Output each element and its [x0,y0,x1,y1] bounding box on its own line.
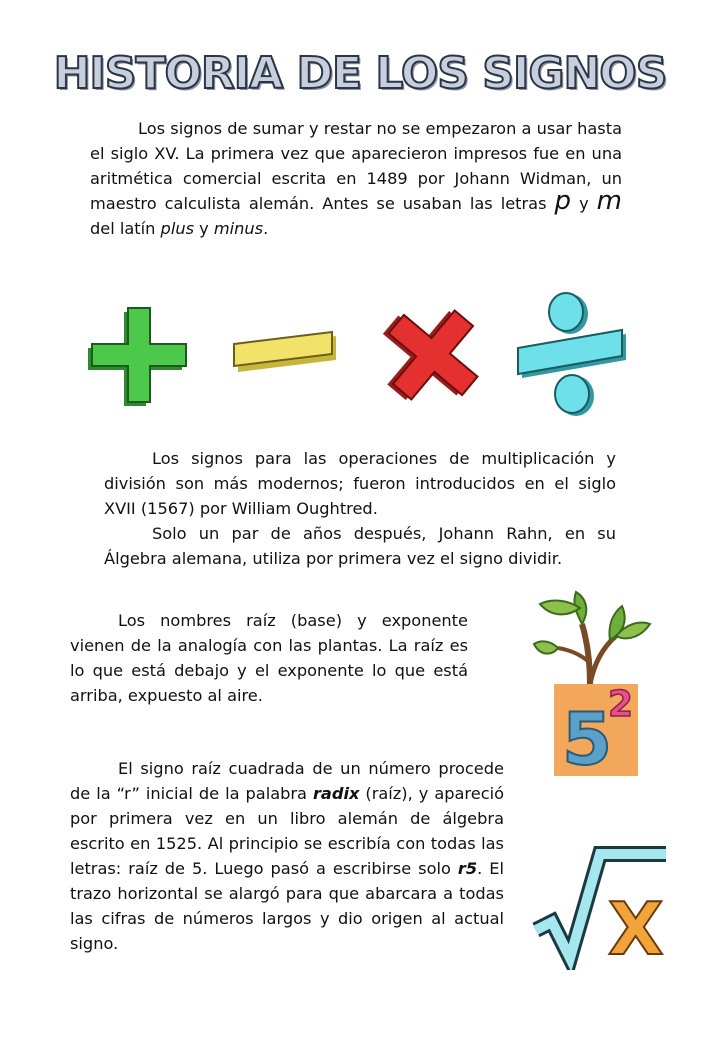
minus-sign-icon [232,322,342,382]
p1-and-1: y [571,194,597,213]
p2-line1: Los signos para las operaciones de multiplicación y división son más modernos; fueron introducidos en el siglo XVII (1567) por William Oughtred. [104,449,616,518]
word-minus: minus [213,219,264,238]
exponent-2-label: 2 [608,684,634,725]
p1-end: . [263,219,269,238]
p4-text-b: (raíz), y apareció por primera vez en un libro alemán de álgebra escrito en 1525. Al principio se escribía con todas las letras: raíz de 5. Luego pasó a escribirse solo [70,784,504,878]
p2-line2: Solo un par de años después, Johann Rahn, en su Álgebra alemana, utiliza por primera vez el signo dividir. [104,524,616,568]
square-root-icon [530,846,680,970]
variable-x-label: X [608,887,664,970]
base-5-label: 5 [562,697,613,780]
word-plus: plus [160,219,195,238]
p4-text-c: . El trazo horizontal se alargó para que abarcara a todas las cifras de números largos y dio origen al actual signo. [70,859,504,953]
letter-p: p [554,186,572,216]
p1-and-2: y [194,219,214,238]
p3-text: Los nombres raíz (base) y exponente vienen de la analogía con las plantas. La raíz es lo que está debajo y el exponente lo que está arriba, expuesto al aire. [70,611,468,705]
plus-sign-icon [84,300,194,410]
paragraph-root-exponent [70,608,468,708]
word-r5: r5 [457,859,478,878]
paragraph-square-root [70,756,504,956]
plant-power-image [532,584,652,780]
p1-latin: del latín [90,219,161,238]
paragraph-plus-minus [90,116,622,241]
paragraph-multiplication-division [104,446,616,571]
times-sign-icon [378,300,488,410]
divide-sign-icon [514,290,634,420]
p1-text: Los signos de sumar y restar no se empezaron a usar hasta el siglo XV. La primera vez que aparecieron impresos fue en una aritmética comercial escrita en 1489 por Johann Widman, un maestro calculista alemán. Antes se usaban las letras [90,119,622,213]
page-title: HISTORIA DE LOS SIGNOS [53,48,667,99]
word-radix: radix [312,784,360,803]
p4-text-a: El signo raíz cuadrada de un número procede de la “r” inicial de la palabra [70,759,504,803]
letter-m: m [596,186,622,216]
